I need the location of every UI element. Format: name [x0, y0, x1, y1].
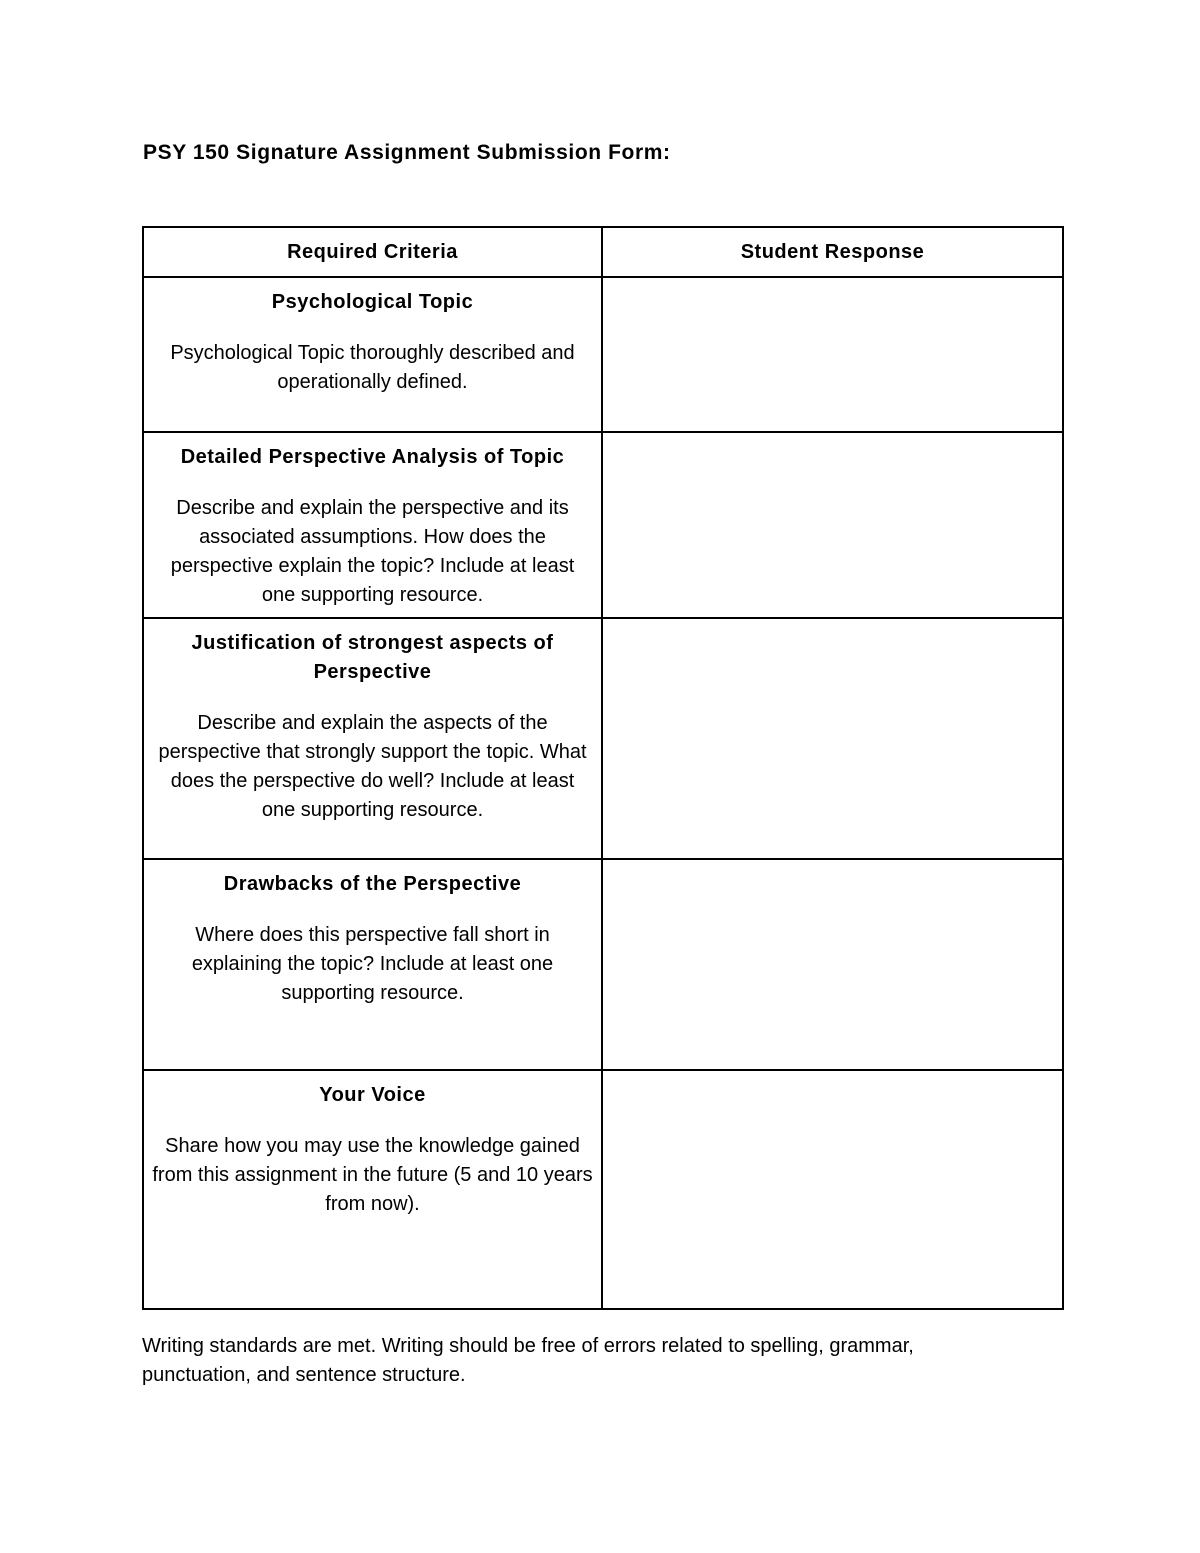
table-row — [143, 432, 1063, 618]
criteria-cell-psychological-topic — [143, 277, 602, 432]
table-row — [143, 859, 1063, 1070]
student-response-cell[interactable] — [602, 1070, 1063, 1309]
criteria-cell-drawbacks — [143, 859, 602, 1070]
criteria-title: Justification of strongest aspects of Perspective — [191, 632, 554, 683]
criteria-description: Psychological Topic thoroughly described and operationally defined. — [170, 342, 575, 393]
criteria-description: Describe and explain the perspective and its associated assumptions. How does the perspective explain the topic? Include at least one supporting resource. — [170, 497, 575, 606]
criteria-description: Share how you may use the knowledge gained from this assignment in the future (5 and 10 years from now). — [152, 1135, 593, 1215]
table-row — [143, 1070, 1063, 1309]
writing-standards-note: Writing standards are met. Writing should be free of errors related to spelling, grammar, punctuation, and sentence structure. — [142, 1335, 914, 1386]
table-row — [143, 277, 1063, 432]
criteria-description: Where does this perspective fall short in explaining the topic? Include at least one supporting resource. — [191, 924, 554, 1004]
student-response-cell[interactable] — [602, 859, 1063, 1070]
criteria-description: Describe and explain the aspects of the perspective that strongly support the topic. What does the perspective do well? Include at least one supporting resource. — [158, 712, 587, 821]
criteria-title: Psychological Topic — [271, 291, 474, 313]
table-header-row — [143, 227, 1063, 277]
student-response-cell[interactable] — [602, 618, 1063, 859]
criteria-cell-perspective-analysis — [143, 432, 602, 618]
criteria-cell-strongest-aspects — [143, 618, 602, 859]
criteria-title: Drawbacks of the Perspective — [223, 873, 522, 895]
student-response-header: Student Response — [602, 227, 1063, 277]
page-title: PSY 150 Signature Assignment Submission Form: — [143, 141, 671, 164]
criteria-cell-your-voice — [143, 1070, 602, 1309]
criteria-title: Your Voice — [319, 1084, 426, 1106]
criteria-title: Detailed Perspective Analysis of Topic — [180, 446, 565, 468]
table-row — [143, 618, 1063, 859]
student-response-cell[interactable] — [602, 432, 1063, 618]
student-response-cell[interactable] — [602, 277, 1063, 432]
required-criteria-header: Required Criteria — [143, 227, 602, 277]
submission-form-table — [142, 226, 1064, 1310]
